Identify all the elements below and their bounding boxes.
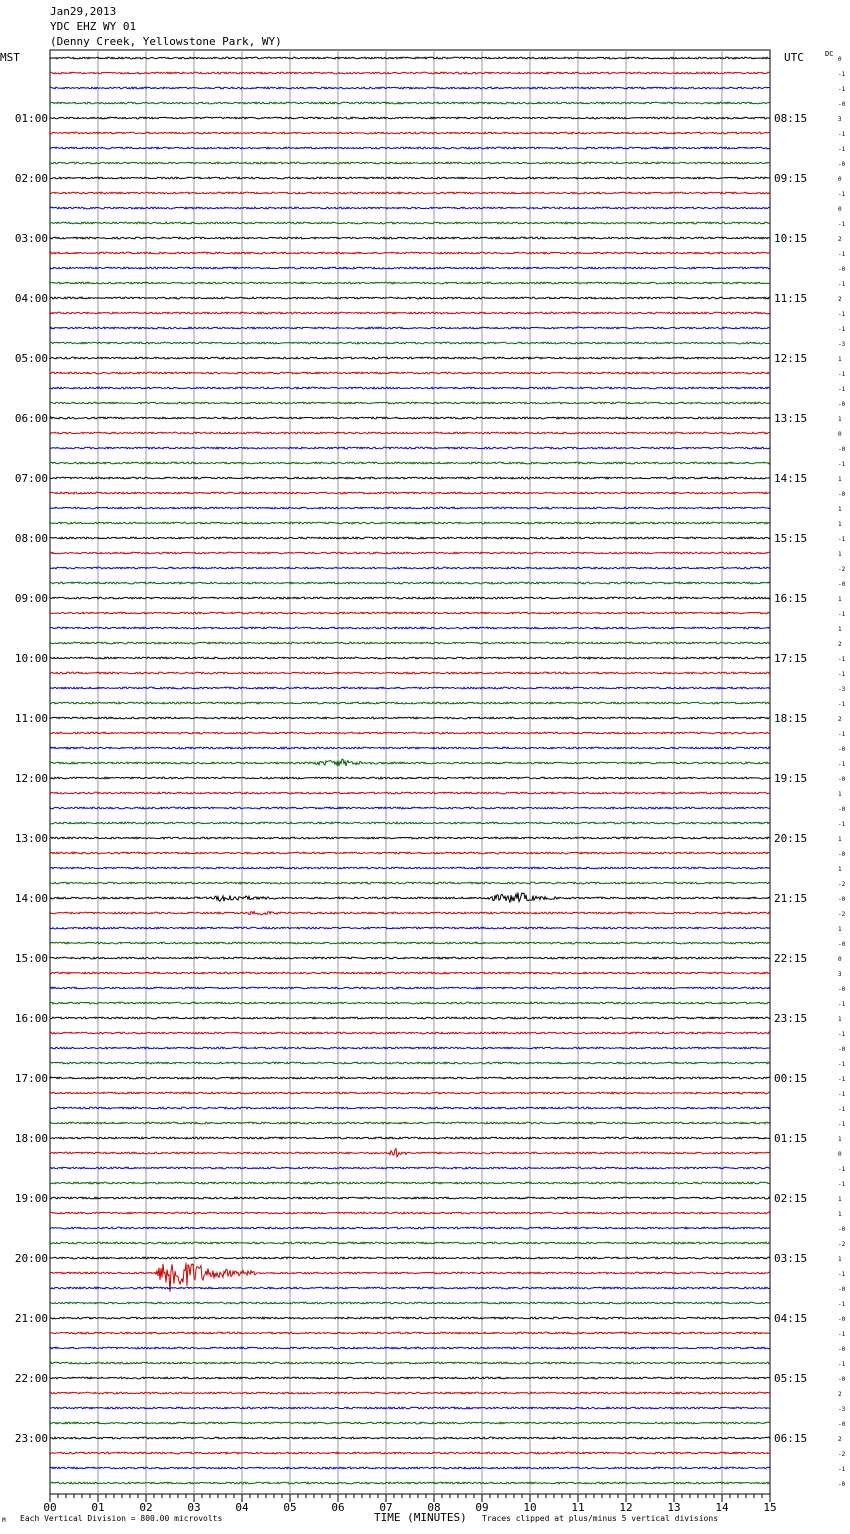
- seismic-trace: [50, 1482, 770, 1484]
- dc-offset-label: -1: [838, 761, 846, 768]
- mst-hour-label: 05:00: [14, 352, 48, 365]
- seismic-trace: [50, 987, 770, 989]
- dc-offset-label: 2: [838, 716, 842, 723]
- utc-axis-label: UTC: [784, 51, 804, 64]
- mst-hour-label: 04:00: [14, 292, 48, 305]
- seismic-trace: [50, 1302, 770, 1304]
- seismic-trace: [50, 1212, 770, 1214]
- x-tick-label: 03: [187, 1501, 201, 1514]
- dc-offset-label: 1: [838, 1256, 842, 1263]
- utc-hour-label: 03:15: [774, 1252, 808, 1265]
- seismic-trace: [50, 237, 770, 239]
- seismic-trace: [50, 1422, 770, 1424]
- utc-hour-label: 21:15: [774, 892, 808, 905]
- dc-offset-label: -1: [838, 611, 846, 618]
- dc-offset-label: -2: [838, 1451, 846, 1458]
- seismic-trace: [50, 102, 770, 104]
- utc-hour-label: 10:15: [774, 232, 808, 245]
- dc-offset-label: 1: [838, 836, 842, 843]
- seismic-trace: [50, 297, 770, 299]
- dc-offset-label: -0: [838, 896, 846, 903]
- dc-offset-label: 1: [838, 551, 842, 558]
- dc-offset-label: 0: [838, 431, 842, 438]
- seismic-trace: [50, 417, 770, 419]
- x-tick-label: 10: [523, 1501, 537, 1514]
- dc-offset-label: 2: [838, 236, 842, 243]
- dc-offset-label: -0: [838, 986, 846, 993]
- seismic-trace: [50, 1317, 770, 1319]
- dc-offset-label: -1: [838, 1106, 846, 1113]
- dc-offset-label: -1: [838, 461, 846, 468]
- dc-offset-label: -1: [838, 1271, 846, 1278]
- dc-offset-label: -0: [838, 1421, 846, 1428]
- x-tick-label: 01: [91, 1501, 105, 1514]
- dc-offset-label: 1: [838, 866, 842, 873]
- utc-hour-label: 17:15: [774, 652, 808, 665]
- seismic-trace: [50, 327, 770, 329]
- mst-hour-label: 21:00: [14, 1312, 48, 1325]
- footer-scale-note: Each Vertical Division = 800.00 microvolts: [20, 1514, 223, 1523]
- dc-offset-label: -1: [838, 251, 846, 258]
- x-tick-label: 06: [331, 1501, 345, 1514]
- mst-hour-label: 23:00: [14, 1432, 48, 1445]
- dc-offset-label: 1: [838, 626, 842, 633]
- seismic-trace: [50, 1347, 770, 1349]
- seismic-trace: [50, 1332, 770, 1334]
- mst-hour-label: 07:00: [14, 472, 48, 485]
- dc-offset-label: -1: [838, 536, 846, 543]
- seismic-trace: [50, 1047, 770, 1049]
- mst-hour-label: 20:00: [14, 1252, 48, 1265]
- seismic-trace: [50, 807, 770, 809]
- x-tick-label: 11: [571, 1501, 585, 1514]
- x-tick-label: 04: [235, 1501, 249, 1514]
- dc-offset-label: 3: [838, 116, 842, 123]
- dc-offset-label: -1: [838, 1121, 846, 1128]
- seismic-trace: [50, 747, 770, 749]
- dc-offset-label: -1: [838, 371, 846, 378]
- plot-date: Jan29,2013: [50, 5, 117, 18]
- station-code: YDC EHZ WY 01: [50, 20, 137, 33]
- dc-offset-label: -1: [838, 311, 846, 318]
- seismic-trace: [50, 1227, 770, 1229]
- seismic-trace: [50, 1197, 770, 1199]
- seismic-trace: [50, 162, 770, 164]
- x-tick-label: 14: [715, 1501, 729, 1514]
- seismic-trace: [50, 372, 770, 374]
- dc-offset-label: -0: [838, 851, 846, 858]
- seismic-trace: [50, 462, 770, 464]
- utc-hour-label: 06:15: [774, 1432, 808, 1445]
- dc-offset-label: -1: [838, 1331, 846, 1338]
- dc-offset-label: -1: [838, 1031, 846, 1038]
- footer-mark: M: [2, 1517, 6, 1524]
- dc-offset-label: -1: [838, 86, 846, 93]
- seismic-trace: [50, 1182, 770, 1184]
- dc-offset-label: 1: [838, 521, 842, 528]
- seismic-trace: [50, 387, 770, 389]
- seismic-trace: [50, 792, 770, 794]
- utc-hour-label: 04:15: [774, 1312, 808, 1325]
- dc-offset-label: -1: [838, 1361, 846, 1368]
- dc-offset-label: 1: [838, 476, 842, 483]
- seismic-trace: [50, 1092, 770, 1094]
- seismic-trace: [50, 432, 770, 434]
- seismic-trace: [50, 1362, 770, 1364]
- utc-hour-label: 01:15: [774, 1132, 808, 1145]
- utc-hour-label: 20:15: [774, 832, 808, 845]
- utc-hour-label: 18:15: [774, 712, 808, 725]
- mst-hour-label: 12:00: [14, 772, 48, 785]
- mst-hour-label: 01:00: [14, 112, 48, 125]
- utc-hour-label: 22:15: [774, 952, 808, 965]
- seismic-trace: [50, 267, 770, 269]
- mst-hour-label: 19:00: [14, 1192, 48, 1205]
- dc-offset-label: 1: [838, 416, 842, 423]
- station-location: (Denny Creek, Yellowstone Park, WY): [50, 35, 282, 48]
- dc-offset-label: 1: [838, 356, 842, 363]
- utc-hour-label: 11:15: [774, 292, 808, 305]
- mst-hour-label: 13:00: [14, 832, 48, 845]
- seismic-trace: [50, 357, 770, 359]
- dc-offset-label: -0: [838, 161, 846, 168]
- dc-offset-label: -0: [838, 941, 846, 948]
- utc-hour-label: 13:15: [774, 412, 808, 425]
- seismic-trace: [50, 342, 770, 344]
- mst-hour-label: 18:00: [14, 1132, 48, 1145]
- seismic-trace: [50, 759, 770, 766]
- seismic-trace: [50, 447, 770, 449]
- utc-hour-label: 09:15: [774, 172, 808, 185]
- seismic-trace: [50, 507, 770, 509]
- mst-hour-label: 03:00: [14, 232, 48, 245]
- seismic-trace: [50, 1287, 770, 1289]
- x-tick-label: 07: [379, 1501, 393, 1514]
- dc-offset-label: -0: [838, 1346, 846, 1353]
- mst-axis-label: MST: [0, 51, 20, 64]
- seismic-trace: [50, 477, 770, 479]
- seismic-trace: [50, 1437, 770, 1439]
- utc-hour-label: 12:15: [774, 352, 808, 365]
- seismic-trace: [50, 282, 770, 284]
- dc-offset-label: 0: [838, 206, 842, 213]
- seismic-trace: [50, 1467, 770, 1469]
- seismic-trace: [50, 87, 770, 89]
- dc-offset-label: -1: [838, 71, 846, 78]
- dc-offset-label: -0: [838, 1046, 846, 1053]
- dc-offset-label: -0: [838, 1376, 846, 1383]
- seismic-trace: [50, 1149, 770, 1157]
- dc-offset-label: 2: [838, 296, 842, 303]
- seismic-trace: [50, 672, 770, 674]
- utc-hour-label: 16:15: [774, 592, 808, 605]
- seismic-trace: [50, 852, 770, 854]
- dc-offset-label: -0: [838, 1226, 846, 1233]
- dc-offset-label: 0: [838, 1151, 842, 1158]
- utc-hour-label: 14:15: [774, 472, 808, 485]
- seismic-trace: [50, 1242, 770, 1244]
- dc-offset-label: -0: [838, 491, 846, 498]
- utc-hour-label: 15:15: [774, 532, 808, 545]
- mst-hour-label: 10:00: [14, 652, 48, 665]
- dc-offset-label: -0: [838, 806, 846, 813]
- dc-offset-label: 0: [838, 176, 842, 183]
- seismic-trace: [50, 1122, 770, 1124]
- seismic-trace: [50, 582, 770, 584]
- dc-offset-label: -3: [838, 341, 846, 348]
- dc-offset-label: -0: [838, 266, 846, 273]
- dc-offset-label: 2: [838, 1436, 842, 1443]
- mst-hour-label: 11:00: [14, 712, 48, 725]
- dc-offset-label: 1: [838, 1211, 842, 1218]
- dc-offset-label: -1: [838, 1181, 846, 1188]
- dc-offset-label: -0: [838, 746, 846, 753]
- seismic-trace: [50, 207, 770, 209]
- x-tick-label: 00: [43, 1501, 57, 1514]
- dc-offset-label: -0: [838, 1316, 846, 1323]
- dc-offset-label: -2: [838, 911, 846, 918]
- seismic-trace: [50, 1017, 770, 1019]
- seismic-trace: [50, 687, 770, 689]
- seismic-trace: [50, 972, 770, 974]
- dc-offset-label: -2: [838, 566, 846, 573]
- dc-offset-label: 0: [838, 56, 842, 63]
- seismic-trace: [50, 942, 770, 944]
- seismic-trace: [50, 252, 770, 254]
- seismic-trace: [50, 822, 770, 824]
- footer-clip-note: Traces clipped at plus/minus 5 vertical divisions: [482, 1514, 719, 1523]
- seismic-trace: [50, 732, 770, 734]
- dc-offset-label: -1: [838, 386, 846, 393]
- seismic-trace: [50, 1257, 770, 1259]
- seismic-trace: [50, 627, 770, 629]
- seismic-trace: [50, 222, 770, 224]
- mst-hour-label: 02:00: [14, 172, 48, 185]
- seismic-trace: [50, 1137, 770, 1139]
- dc-offset-label: -1: [838, 656, 846, 663]
- utc-hour-label: 08:15: [774, 112, 808, 125]
- utc-hour-label: 19:15: [774, 772, 808, 785]
- dc-offset-label: -1: [838, 1166, 846, 1173]
- seismic-trace: [50, 642, 770, 644]
- dc-offset-label: -0: [838, 401, 846, 408]
- x-tick-label: 15: [763, 1501, 777, 1514]
- x-tick-label: 08: [427, 1501, 441, 1514]
- seismic-trace: [50, 957, 770, 959]
- dc-offset-label: 1: [838, 596, 842, 603]
- seismic-trace: [50, 612, 770, 614]
- utc-hour-label: 00:15: [774, 1072, 808, 1085]
- seismic-trace: [50, 657, 770, 659]
- dc-offset-label: -1: [838, 221, 846, 228]
- mst-hour-label: 22:00: [14, 1372, 48, 1385]
- seismic-trace: [50, 1077, 770, 1079]
- dc-offset-label: -1: [838, 1061, 846, 1068]
- seismic-trace: [50, 492, 770, 494]
- dc-offset-label: -1: [838, 1466, 846, 1473]
- x-tick-label: 05: [283, 1501, 297, 1514]
- seismic-trace: [50, 192, 770, 194]
- dc-offset-label: -1: [838, 1076, 846, 1083]
- seismic-trace: [50, 132, 770, 134]
- dc-offset-label: -0: [838, 101, 846, 108]
- dc-offset-label: -0: [838, 446, 846, 453]
- seismic-trace: [50, 1452, 770, 1454]
- seismic-trace: [50, 1392, 770, 1394]
- seismic-trace: [50, 147, 770, 149]
- seismic-trace: [50, 537, 770, 539]
- dc-offset-label: 3: [838, 971, 842, 978]
- dc-offset-label: -1: [838, 1001, 846, 1008]
- seismic-trace: [50, 927, 770, 929]
- dc-offset-label: -3: [838, 1406, 846, 1413]
- seismic-trace: [50, 1377, 770, 1379]
- seismic-trace: [50, 117, 770, 119]
- dc-offset-label: -1: [838, 191, 846, 198]
- dc-offset-label: -2: [838, 1241, 846, 1248]
- dc-offset-label: 1: [838, 1136, 842, 1143]
- seismic-trace: [50, 867, 770, 869]
- dc-offset-label: 2: [838, 1391, 842, 1398]
- dc-offset-label: -1: [838, 146, 846, 153]
- dc-offset-label: -3: [838, 686, 846, 693]
- mst-hour-label: 15:00: [14, 952, 48, 965]
- x-tick-label: 09: [475, 1501, 489, 1514]
- seismic-trace: [50, 72, 770, 74]
- seismic-trace: [50, 597, 770, 599]
- utc-hour-label: 05:15: [774, 1372, 808, 1385]
- dc-offset-label: -2: [838, 881, 846, 888]
- dc-offset-label: -0: [838, 1286, 846, 1293]
- dc-offset-label: -0: [838, 1481, 846, 1488]
- seismic-trace: [50, 1002, 770, 1004]
- x-axis-label: TIME (MINUTES): [374, 1511, 467, 1524]
- dc-offset-label: -1: [838, 326, 846, 333]
- utc-hour-label: 02:15: [774, 1192, 808, 1205]
- x-tick-label: 13: [667, 1501, 681, 1514]
- seismic-trace: [50, 1062, 770, 1064]
- utc-hour-label: 23:15: [774, 1012, 808, 1025]
- mst-hour-label: 14:00: [14, 892, 48, 905]
- dc-offset-label: -1: [838, 821, 846, 828]
- seismic-trace: [50, 882, 770, 884]
- seismic-trace: [50, 567, 770, 569]
- mst-hour-label: 17:00: [14, 1072, 48, 1085]
- dc-offset-label: -1: [838, 671, 846, 678]
- seismic-trace: [50, 717, 770, 719]
- dc-offset-label: -1: [838, 731, 846, 738]
- seismic-trace: [50, 57, 770, 59]
- seismic-trace: [50, 1407, 770, 1409]
- dc-offset-label: 1: [838, 1196, 842, 1203]
- dc-label: DC: [825, 50, 834, 58]
- dc-offset-label: 1: [838, 791, 842, 798]
- seismic-trace: [50, 837, 770, 839]
- seismic-trace: [50, 1032, 770, 1034]
- seismic-trace: [50, 911, 770, 915]
- dc-offset-label: -0: [838, 776, 846, 783]
- seismic-trace: [50, 552, 770, 554]
- dc-offset-label: -1: [838, 1091, 846, 1098]
- x-tick-label: 02: [139, 1501, 153, 1514]
- seismic-trace: [50, 1167, 770, 1169]
- x-tick-label: 12: [619, 1501, 633, 1514]
- seismic-trace: [50, 522, 770, 524]
- seismic-trace: [50, 402, 770, 404]
- seismic-trace: [50, 777, 770, 779]
- mst-hour-label: 06:00: [14, 412, 48, 425]
- seismic-trace: [50, 1107, 770, 1109]
- dc-offset-label: 1: [838, 1016, 842, 1023]
- dc-offset-label: 1: [838, 506, 842, 513]
- mst-hour-label: 16:00: [14, 1012, 48, 1025]
- dc-offset-label: -1: [838, 1301, 846, 1308]
- dc-offset-label: -1: [838, 701, 846, 708]
- mst-hour-label: 09:00: [14, 592, 48, 605]
- dc-offset-label: 2: [838, 641, 842, 648]
- seismic-trace: [50, 177, 770, 179]
- dc-offset-label: -1: [838, 281, 846, 288]
- seismic-trace: [50, 312, 770, 314]
- seismic-trace: [50, 702, 770, 704]
- dc-offset-label: 1: [838, 926, 842, 933]
- mst-hour-label: 08:00: [14, 532, 48, 545]
- dc-offset-label: 0: [838, 956, 842, 963]
- dc-offset-label: -1: [838, 131, 846, 138]
- dc-offset-label: -0: [838, 581, 846, 588]
- seismic-trace: [50, 893, 770, 903]
